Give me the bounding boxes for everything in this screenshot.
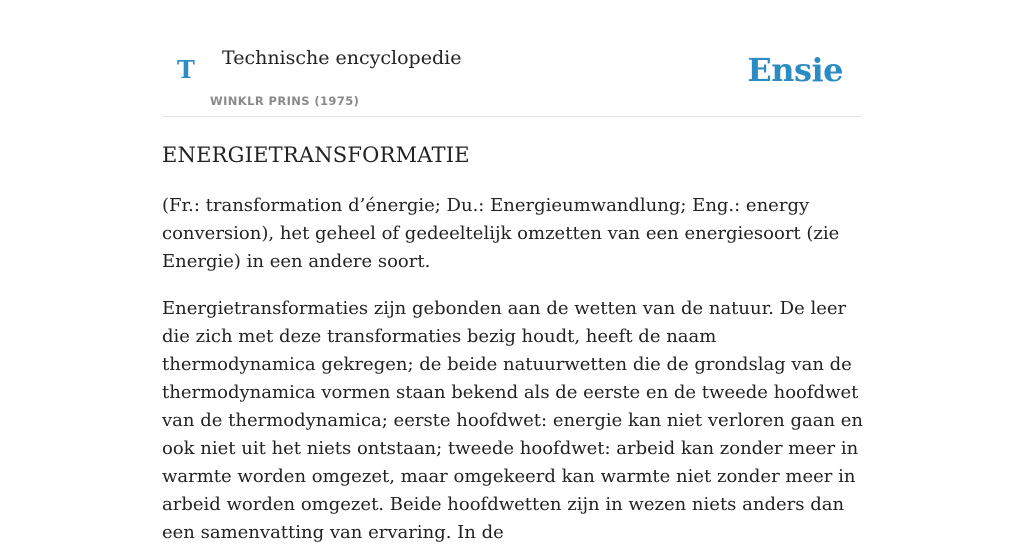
- article-title: ENERGIETRANSFORMATIE: [162, 143, 470, 167]
- article-paragraph: Energietransformaties zijn gebonden aan de wetten van de natuur. De leer die zich met deze transformaties bezig houdt, heeft de naam thermodynamica gekregen; de beide natuurwetten die de grondslag van de thermodynamica vormen staan bekend als de eerste en de tweede hoofdwet van de thermodynamica; eerste hoofdwet: energie kan niet verloren gaan en ook niet uit het niets ontstaan; tweede hoofdwet: arbeid kan zonder meer in warmte worden omgezet, maar omgekeerd kan warmte niet zonder meer in arbeid worden omgezet. Beide hoofdwetten zijn in wezen niets anders dan een samenvatting van ervaring. In de: [162, 298, 864, 543]
- article: [162, 140, 864, 547]
- header: [162, 0, 862, 117]
- book-logo-icon[interactable]: T: [177, 55, 195, 84]
- book-source-label: WINKLR PRINS (1975): [210, 94, 360, 108]
- book-title-link[interactable]: Technische encyclopedie: [222, 47, 462, 69]
- ensie-logo[interactable]: Ensie: [747, 51, 843, 89]
- article-paragraph: (Fr.: transformation d’énergie; Du.: Energieumwandlung; Eng.: energy conversion), het geheel of gedeeltelijk omzetten van een energiesoort (zie Energie) in een andere soort.: [162, 195, 840, 272]
